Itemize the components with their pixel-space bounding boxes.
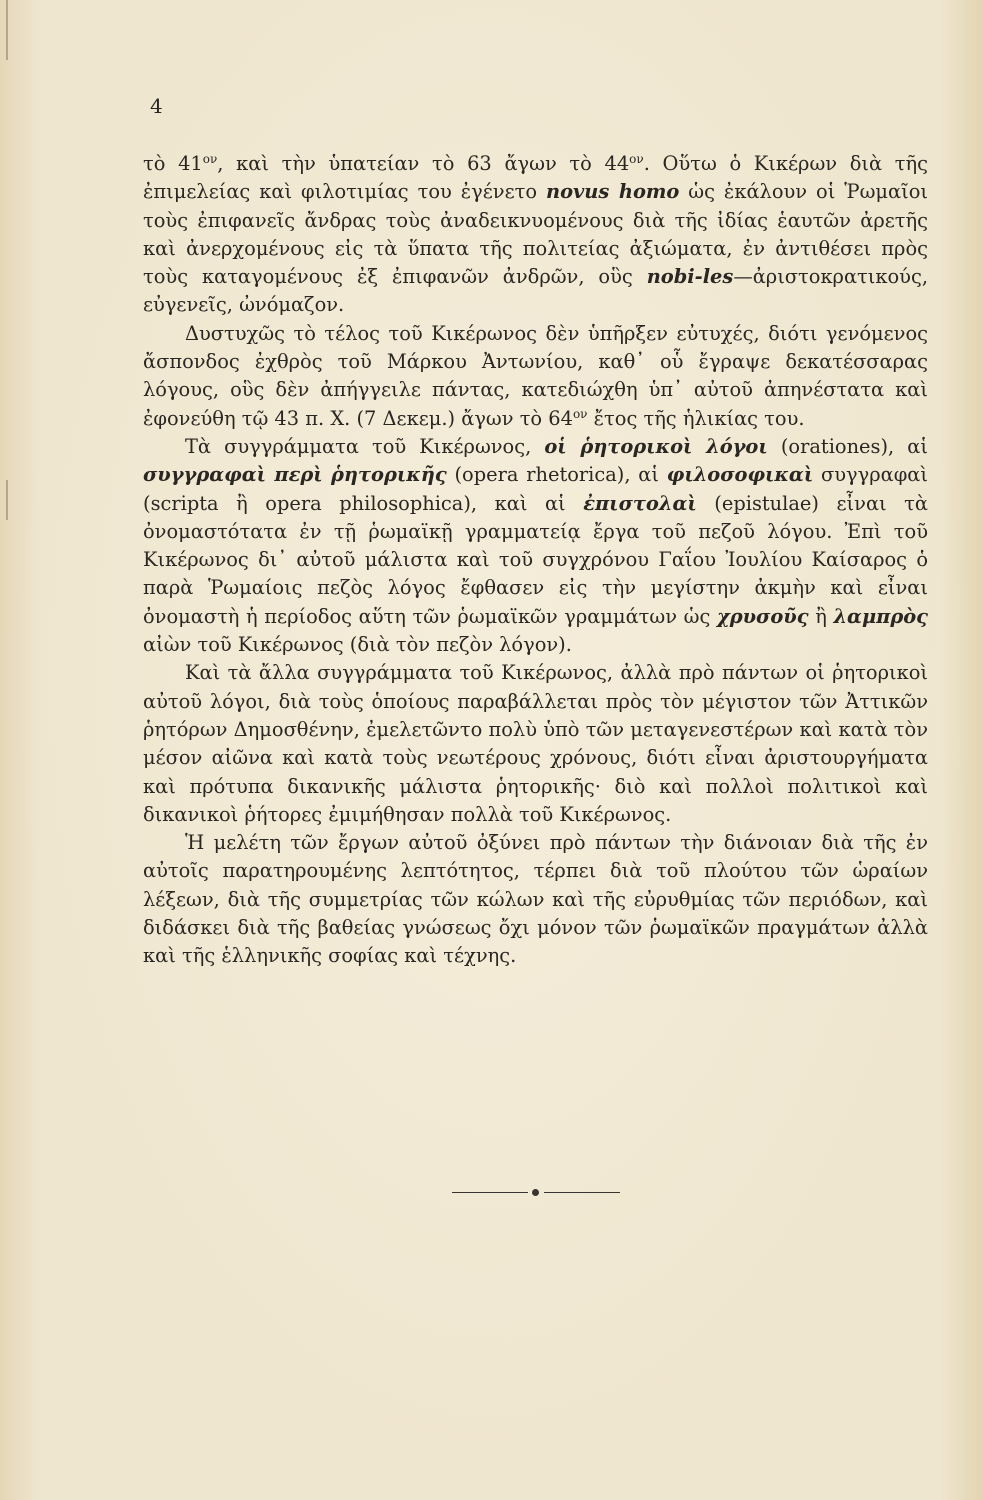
paragraph-2 [143,320,928,433]
ornament-rule-right [544,1192,620,1193]
emphasized-term: οἱ ῥητορικοὶ λόγοι [544,434,768,458]
latin-term: nobi-les [646,265,734,289]
ornament-rule-left [452,1192,528,1193]
ordinal-superscript: ον [572,406,588,421]
section-end-ornament [452,1188,620,1198]
paragraph-3 [143,433,928,659]
text-run: Τὰ συγγράμματα τοῦ Κικέρωνος, [185,434,545,458]
text-run: (opera rhetorica), αἱ [446,463,667,487]
text-run: ὡς ἐκάλουν οἱ Ῥωμαῖοι τοὺς ἐπιφανεῖς ἄνδρας τοὺς ἀναδεικνυομένους διὰ τῆς ἰδίας ἑαυτῶν ἀρετῆς καὶ ἀνερχομένους εἰς τὰ ὕπατα τῆς πολιτείας ἀξιώματα, ἐν ἀντιθέσει πρὸς τοὺς καταγομένους ἐξ ἐπιφανῶν ἀνδρῶν, οὓς [143,180,928,289]
emphasized-term: συγγραφαὶ περὶ ῥητορικῆς [143,463,447,487]
text-run: συγγραφαὶ (scripta ἢ opera philosophica), καὶ αἱ [143,463,928,515]
paragraph-4: Καὶ τὰ ἄλλα συγγράμματα τοῦ Κικέρωνος, ἀλλὰ πρὸ πάντων οἱ ῥητορικοὶ αὐτοῦ λόγοι, διὰ τοὺς ὁποίους παραβάλλεται πρὸς τὸν μέγιστον τῶν Ἀττικῶν ῥητόρων Δημοσθένην, ἐμελετῶντο πολὺ ὑπὸ τῶν μεταγενεστέρων καὶ κατὰ τὸν μέσον αἰῶνα καὶ κατὰ τοὺς νεωτέρους χρόνους, διότι εἶναι ἀριστουργήματα καὶ πρότυπα δικανικῆς μάλιστα ῥητορικῆς· διὸ καὶ πολλοὶ πολιτικοὶ καὶ δικανικοὶ ῥήτορες ἐμιμήθησαν πολλὰ τοῦ Κικέρωνος. [143,661,928,826]
page-edge-mark [6,480,8,520]
emphasized-term: ἐπιστολαὶ [583,491,697,515]
body-text [143,150,928,971]
text-run: . Οὕτω ὁ Κικέρων διὰ τῆς ἐπιμελείας καὶ φιλοτιμίας του ἐγένετο [143,152,928,204]
text-run: τὸ 41 [143,152,203,175]
emphasized-term: λαμπρὸς [833,604,928,628]
text-run: —ἀριστοκρατικούς, εὐγενεῖς, ὠνόμαζον. [143,265,928,317]
paragraph-1 [143,150,928,320]
text-run: ἔτος τῆς ἡλικίας του. [587,406,805,430]
paragraph-5: Ἡ μελέτη τῶν ἔργων αὐτοῦ ὀξύνει πρὸ πάντων τὴν διάνοιαν διὰ τῆς ἐν αὐτοῖς παρατηρουμένης λεπτότητος, τέρπει διὰ τοῦ πλούτου τῶν ὡραίων λέξεων, διὰ τῆς συμμετρίας τῶν κώλων καὶ τῆς εὐρυθμίας τῶν περιόδων, καὶ διδάσκει διὰ τῆς βαθείας γνώσεως ὄχι μόνον τῶν ῥωμαϊκῶν πραγμάτων ἀλλὰ καὶ τῆς ἑλληνικῆς σοφίας καὶ τέχνης. [143,831,928,968]
page-edge-mark [6,0,8,60]
text-run: αἰὼν τοῦ Κικέρωνος (διὰ τὸν πεζὸν λόγον). [143,633,572,657]
latin-term: novus homo [546,180,680,204]
emphasized-term: χρυσοῦς [716,604,809,628]
text-run: (epistulae) εἶναι τὰ ὀνομαστότατα ἐν τῇ ῥωμαϊκῇ γραμματείᾳ ἔργα τοῦ πεζοῦ λόγου. Ἐπὶ τοῦ Κικέρωνος δι᾿ αὐτοῦ μάλιστα καὶ τοῦ συγχρόνου Γαΐου Ἰουλίου Καίσαρος ὁ παρὰ Ῥωμαίοις πεζὸς λόγος ἔφθασεν εἰς τὴν μεγίστην ἀκμὴν καὶ εἶναι ὀνομαστὴ ἡ περίοδος αὕτη τῶν ῥωμαϊκῶν γραμμάτων ὡς [143,491,928,628]
text-run: (orationes), αἱ [767,434,928,458]
text-run: ἢ [808,604,834,628]
ordinal-superscript: ον [202,152,218,166]
page-number: 4 [150,94,163,118]
ornament-dot [532,1189,539,1196]
text-run: , καὶ τὴν ὑπατείαν τὸ 63 ἄγων τὸ 44 [217,152,630,175]
ordinal-superscript: ον [629,152,644,166]
emphasized-term: φιλοσοφικαὶ [666,463,814,487]
text-run: Δυστυχῶς τὸ τέλος τοῦ Κικέρωνος δὲν ὑπῆρξεν εὐτυχές, διότι γενόμενος ἄσπονδος ἐχθρὸς τοῦ Μάρκου Ἀντωνίου, καθ᾿ οὗ ἔγραψε δεκατέσσαρας λόγους, οὓς δὲν ἀπήγγειλε πάντας, κατεδιώχθη ὑπ᾿ αὐτοῦ ἀπηνέστατα καὶ ἐφονεύθη τῷ 43 π. Χ. (7 Δεκεμ.) ἄγων τὸ 64 [143,321,928,430]
